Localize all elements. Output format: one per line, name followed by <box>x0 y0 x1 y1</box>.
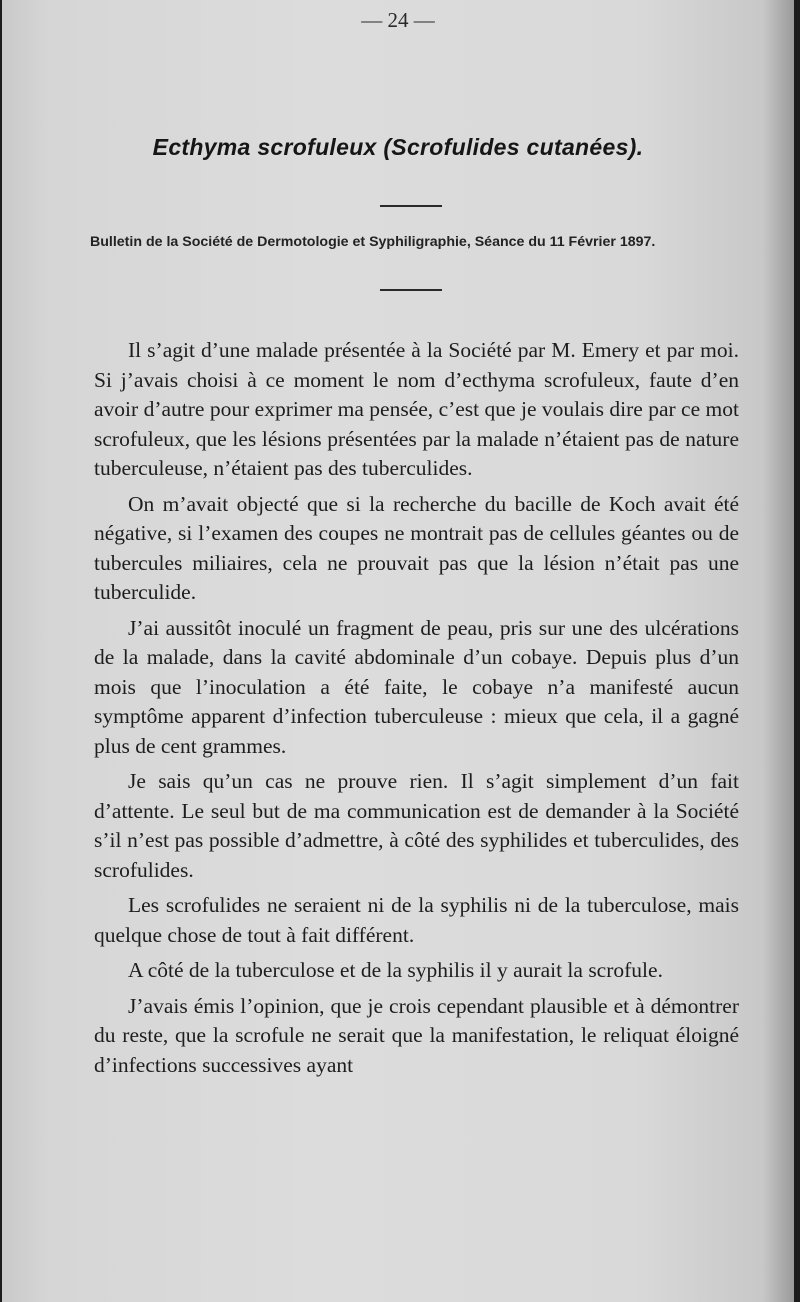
paragraph: A côté de la tuberculose et de la syphilis il y aurait la scrofule. <box>128 958 663 982</box>
bulletin-reference: Bulletin de la Société de Dermotologie et Syphiligraphie, Séance du 11 Février 1897. <box>90 234 656 250</box>
paragraph: J’avais émis l’opinion, que je crois cependant plausible et à démontrer du reste, que la scrofule ne serait que la manifestation, le reliquat éloigné d’infections successives ayant <box>94 993 739 1077</box>
body-text <box>94 336 739 1086</box>
separator-rule-bottom <box>380 289 442 291</box>
separator-rule-top <box>380 205 442 207</box>
paragraph: Je sais qu’un cas ne prouve rien. Il s’agit simplement d’un fait d’attente. Le seul but de ma communication est de demander à la Société s’il n’est pas possible d’admettre, à côté des syphilides et tuberculides, des scrofulides. <box>94 769 739 882</box>
paragraph: J’ai aussitôt inoculé un fragment de peau, pris sur une des ulcérations de la malade, dans la cavité abdominale d’un cobaye. Depuis plus d’un mois que l’inoculation a été faite, le cobaye n’a manifesté aucun symptôme apparent d’infection tuberculeuse : mieux que cela, il a gagné plus de cent grammes. <box>94 615 739 758</box>
paragraph: Il s’agit d’une malade présentée à la Société par M. Emery et par moi. Si j’avais choisi à ce moment le nom d’ecthyma scrofuleux, faute d’en avoir d’autre pour exprimer ma pensée, c’est que je voulais dire par ce mot scrofuleux, que les lésions présentées par la malade n’étaient pas de nature tuberculeuse, n’étaient pas des tuberculides. <box>94 338 739 480</box>
paragraph: On m’avait objecté que si la recherche du bacille de Koch avait été négative, si l’examen des coupes ne montrait pas de cellules géantes ou de tubercules miliaires, cela ne prouvait pas que la lésion n’était pas une tuberculide. <box>94 491 739 604</box>
document-page <box>2 0 794 1302</box>
article-title: Ecthyma scrofuleux (Scrofulides cutanées). <box>152 134 644 160</box>
paragraph: Les scrofulides ne seraient ni de la syphilis ni de la tuberculose, mais quelque chose de tout à fait différent. <box>94 893 739 947</box>
page-number: — 24 — <box>361 8 435 32</box>
